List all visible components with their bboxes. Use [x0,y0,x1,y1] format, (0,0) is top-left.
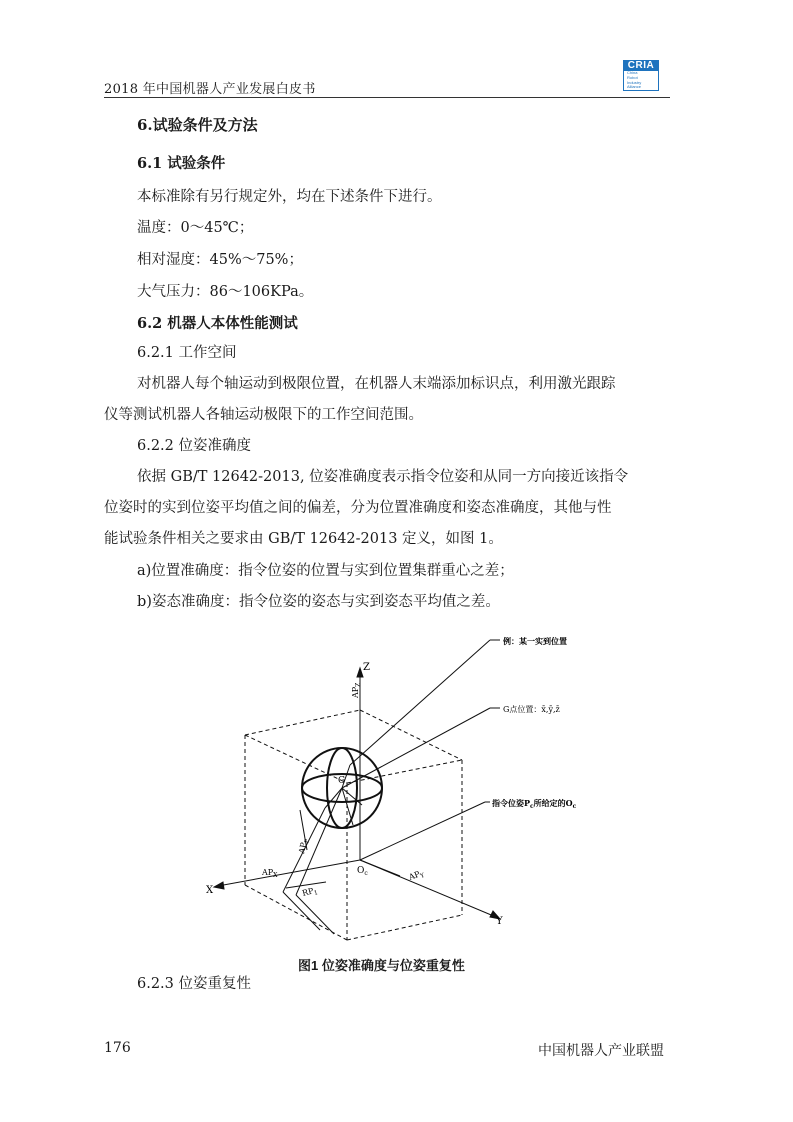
label-rp-main: RP [301,886,315,898]
x-axis [218,860,360,886]
label-apz-sub: Z [355,682,362,687]
paragraph-workspace-line2: 仪等测试机器人各轴运动极限下的工作空间范围。 [104,407,423,423]
label-cmd-main: 指令位姿P [492,798,531,808]
label-example-position: 例：某一实到位置 [503,636,567,646]
axis-label-x: X [206,885,214,896]
paragraph-accuracy-line1: 依据 GB/T 12642-2013, 位姿准确度表示指令位姿和从同一方向接近该指令 [137,469,629,485]
paragraph-workspace-line1: 对机器人每个轴运动到极限位置，在机器人末端添加标识点，利用激光跟踪 [137,376,616,392]
paragraph-accuracy-line3: 能试验条件相关之要求由 GB/T 12642-2013 定义，如图 1。 [104,531,503,547]
label-cmd-tail-sub: c [572,803,577,810]
logo-subtext: China Robot Industry Alliance [627,70,642,90]
logo-text: CRIA [624,60,658,71]
label-apy-sub: Y [419,872,426,880]
axis-label-y: Y [496,916,503,927]
label-apx-main: AP [262,868,274,877]
footer-organization: 中国机器人产业联盟 [538,1043,664,1059]
header-divider [104,97,670,98]
paragraph-pressure: 大气压力：86～106KPa。 [137,284,314,300]
subsection-6-2-2: 6.2.2 位姿准确度 [137,438,252,454]
subsection-6-2-1: 6.2.1 工作空间 [137,345,237,361]
figure-caption: 图1 位姿准确度与位姿重复性 [298,958,465,973]
axis-label-z: Z [363,662,370,673]
label-apy [407,868,427,884]
label-apy-main: AP [407,869,422,882]
pose-accuracy-diagram [200,630,600,950]
paragraph-position-accuracy: a)位置准确度：指令位姿的位置与实到位置集群重心之差； [137,563,514,579]
section-heading-6-1: 6.1 试验条件 [137,155,226,172]
label-cmd-sub: c [530,803,534,810]
label-oc-main: O [357,866,365,876]
label-oc-sub: c [364,870,368,877]
label-oc [357,866,368,877]
paragraph-conditions-intro: 本标准除有另行规定外，均在下述条件下进行。 [137,189,442,205]
leader-g [342,708,490,788]
label-g-position: G点位置：x̄,ȳ,z̄ [503,705,560,714]
leader-cmd [360,802,485,860]
dimension-line [283,892,320,930]
cube-edge [360,710,462,760]
page-number: 176 [104,1040,131,1056]
label-cmd-tail: 所给定的O [533,798,573,808]
label-g-center: G [338,776,346,786]
dimension-line [296,895,334,934]
paragraph-temperature: 温度：0～45℃； [137,220,254,236]
label-ap [297,838,311,856]
section-heading-6-2: 6.2 机器人本体性能测试 [137,315,298,332]
label-ap-sub: P [303,838,312,844]
label-rp [301,885,319,900]
cube-edge [347,760,462,783]
subsection-6-2-3: 6.2.3 位姿重复性 [137,976,252,992]
paragraph-accuracy-line2: 位姿时的实到位姿平均值之间的偏差，分为位置准确度和姿态准确度，其他与性 [104,500,612,516]
label-ap-main: AP [297,841,309,855]
cube-edge [347,915,462,940]
label-apx-sub: X [273,872,278,879]
paragraph-humidity: 相对湿度：45%～75%； [137,252,303,268]
x-axis-arrow [214,882,224,889]
section-heading-6: 6.试验条件及方法 [137,116,258,134]
label-rp-sub: 1 [313,889,319,897]
label-command-pose [491,798,577,810]
cube-edge [245,710,360,735]
paragraph-orientation-accuracy: b)姿态准确度：指令位姿的姿态与实到姿态平均值之差。 [137,594,500,610]
label-apz-main: AP [351,686,360,698]
header-title: 2018 年中国机器人产业发展白皮书 [104,82,316,97]
cria-logo [623,60,659,91]
